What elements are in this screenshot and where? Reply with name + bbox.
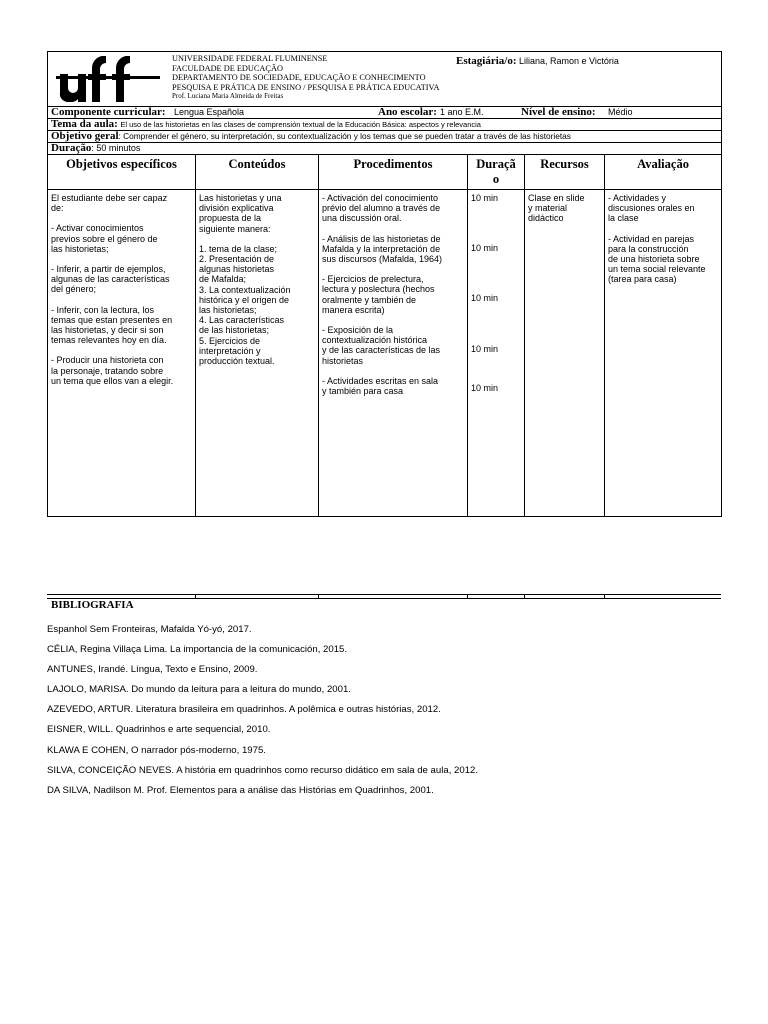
cell-line: El estudiante debe ser capaz [51,193,168,203]
divider-tick [195,594,196,599]
nivel-label: Nível de ensino: [521,106,596,118]
cell-line: - Ejercicios de prelectura, [322,274,424,285]
cell-line: la clase [608,213,639,224]
objetivo-label: Objetivo geral [51,130,119,142]
cell-line: contextualización histórica [322,335,428,346]
cell-line: las historietas; [51,243,109,254]
cell-line: temas que estan presentes en [51,314,173,325]
cell-line: sus discursos (Mafalda, 1964) [322,254,443,265]
col-header-conteudos: Conteúdos [196,155,319,190]
institution-line: PESQUISA E PRÁTICA DE ENSINO / PESQUISA E PRÁTICA EDUCATIVA [172,82,440,92]
duracao-item: 10 min [471,344,499,354]
cell-line: historietas [322,355,364,366]
institution-line: UNIVERSIDADE FEDERAL FLUMINENSE [172,54,328,63]
cell-line: las historietas, y decir si son [51,325,164,336]
paragraph-gap [608,224,718,234]
cell-line: - Activación del conocimiento [322,193,439,203]
cell-line: las historietas; [199,305,257,316]
divider-tick [524,594,525,599]
bibliography-item: ANTUNES, Irandé. Língua, Texto e Ensino, 2009. [47,664,258,676]
divider-tick [604,594,605,599]
cell-recursos [525,190,605,517]
duracao-label: Duração [51,142,92,154]
professor-name: Prof. Luciana Maria Almeida de Freitas [172,92,284,101]
bibliography-item: AZEVEDO, ARTUR. Literatura brasileira em quadrinhos. A polêmica e outras histórias, 2012. [47,704,441,716]
bibliography-item: SILVA, CONCEIÇÃO NEVES. A história em quadrinhos como recurso didático em sala de aula, 2012. [47,764,479,776]
bibliography-title: BIBLIOGRAFIA [51,599,134,611]
paragraph-gap [51,213,192,223]
ano-value: 1 ano E.M. [440,107,484,117]
cell-line: división explicativa [199,203,274,214]
info-row-componente [48,107,722,119]
info-row-duracao [48,143,722,155]
paragraph-gap [199,234,315,244]
cell-line: previos sobre el género de [51,233,158,244]
cell-line: interpretación y [199,345,261,356]
bibliography-list [47,624,727,805]
cell-line: y de las características de las [322,345,441,356]
paragraph-gap [322,224,464,234]
cell-line: y material [528,203,568,214]
cell-line: - Actividades escritas en sala [322,375,439,386]
cell-line: Las historietas y una [199,193,282,203]
cell-avaliacao [605,190,722,517]
bibliography-item: EISNER, WILL. Quadrinhos e arte sequencial, 2010. [47,724,271,736]
cell-line: 2. Presentación de [199,254,275,265]
col-header-duracao-line: o [492,172,500,186]
cell-line: una discussión oral. [322,213,402,224]
cell-line: - Activar conocimientos [51,223,144,234]
bibliography-item: LAJOLO, MARISA. Do mundo da leitura para a leitura do mundo, 2001. [47,684,351,696]
cell-line: algunas de las características [51,274,170,285]
duracao-item: 10 min [471,383,499,393]
paragraph-gap [51,295,192,305]
paragraph-gap [51,254,192,264]
header-cell [48,52,722,107]
col-header-procedimentos: Procedimentos [319,155,468,190]
paragraph-gap [322,366,464,376]
cell-objetivos [48,190,196,517]
cell-line: - Producir una historieta con [51,355,164,366]
bibliography-item: DA SILVA, Nadilson M. Prof. Elementos para a análise das Histórias em Quadrinhos, 2001. [47,784,434,796]
bibliography-divider [47,594,721,599]
col-header-recursos: Recursos [525,155,605,190]
col-header-objetivos: Objetivos específicos [48,155,196,190]
cell-line: Mafalda y la interpretación de [322,243,441,254]
cell-line: 5. Ejercicios de [199,335,261,346]
cell-line: de una historieta sobre [608,254,700,265]
col-header-duracao-line: Duraçã [476,157,516,171]
paragraph-gap [51,345,192,355]
componente-value: Lengua Española [174,107,245,117]
paragraph-gap [322,264,464,274]
cell-line: prévio del alumno a través de [322,203,441,214]
duracao-item: 10 min [471,193,499,203]
cell-line: de las historietas; [199,325,270,336]
duracao-item: 10 min [471,293,499,303]
cell-line: Clase en slide [528,193,585,203]
cell-line: lectura y poslectura (hechos [322,284,435,295]
cell-line: un tema social relevante [608,264,706,275]
bibliography-item: KLAWA E COHEN, O narrador pós-moderno, 1975. [47,744,266,756]
tema-label: Tema da aula: [51,118,118,130]
cell-line: discusiones orales en [608,203,695,214]
institution-line: FACULDADE DE EDUCAÇÃO [172,63,283,73]
col-header-avaliacao: Avaliação [605,155,722,190]
cell-line: y también para casa [322,386,404,397]
cell-line: para la construcción [608,243,689,254]
componente-label: Componente curricular: [51,106,166,118]
duracao-item: 10 min [471,243,499,253]
cell-conteudos [196,190,319,517]
cell-line: 1. tema de la clase; [199,243,278,254]
cell-line: - Inferir, a partir de ejemplos, [51,264,166,275]
ano-label: Ano escolar: [378,106,437,118]
estagiaria-label: Estagiária/o: [456,55,517,67]
bibliography-item: Espanhol Sem Fronteiras, Mafalda Yó-yó, 2017. [47,624,252,635]
cell-line: producción textual. [199,356,275,367]
nivel-value: Médio [608,107,633,117]
estagiaria [456,55,619,67]
bibliography-item: CÉLIA, Regina Villaça Lima. La importancia de la comunicación, 2015. [47,644,348,656]
cell-line: propuesta de la [199,213,262,224]
cell-line: - Actividad en parejas [608,233,695,244]
divider-tick [467,594,468,599]
cell-procedimentos [319,190,468,517]
cell-line: 4. Las características [199,315,285,326]
duracao-value: : 50 minutos [91,143,141,153]
cell-line: manera escrita) [322,304,385,315]
cell-line: del género; [51,284,97,295]
cell-line: - Inferir, con la lectura, los [51,304,155,315]
info-row-tema [48,119,722,131]
info-row-objetivo [48,131,722,143]
cell-line: - Análisis de las historietas de [322,233,441,244]
estagiaria-value: Liliana, Ramon e Victória [519,56,619,66]
cell-line: la personaje, tratando sobre [51,365,164,376]
cell-line: siguiente manera: [199,223,271,234]
institution-block [172,54,439,102]
paragraph-gap [322,315,464,325]
cell-line: didáctico [528,213,564,224]
cell-duracao [468,190,525,517]
cell-line: temas relevantes hoy en día. [51,335,167,346]
cell-line: de: [51,203,64,214]
col-header-duracao [468,155,525,190]
divider-tick [318,594,319,599]
cell-line: (tarea para casa) [608,274,677,285]
lesson-plan-table [47,51,722,517]
cell-line: un tema que ellos van a elegir. [51,375,174,386]
cell-line: - Exposición de la [322,325,394,336]
uff-logo [56,56,160,102]
tema-value: El uso de las historietas en las clases de comprensión textual de la Educación Básica: aspectos y relevancia [120,120,481,129]
objetivo-value: : Comprender el género, su interpretación, su contextualización y los temas que se pueden tratar a través de las historietas [118,131,571,141]
cell-line: oralmente y también de [322,294,417,305]
cell-line: - Actividades y [608,193,667,203]
cell-line: 3. La contextualización [199,284,291,295]
cell-line: histórica y el origen de [199,294,290,305]
cell-line: algunas historietas [199,264,275,275]
institution-line: DEPARTAMENTO DE SOCIEDADE, EDUCAÇÃO E CONHECIMENTO [172,73,426,83]
cell-line: de Mafalda; [199,274,247,285]
